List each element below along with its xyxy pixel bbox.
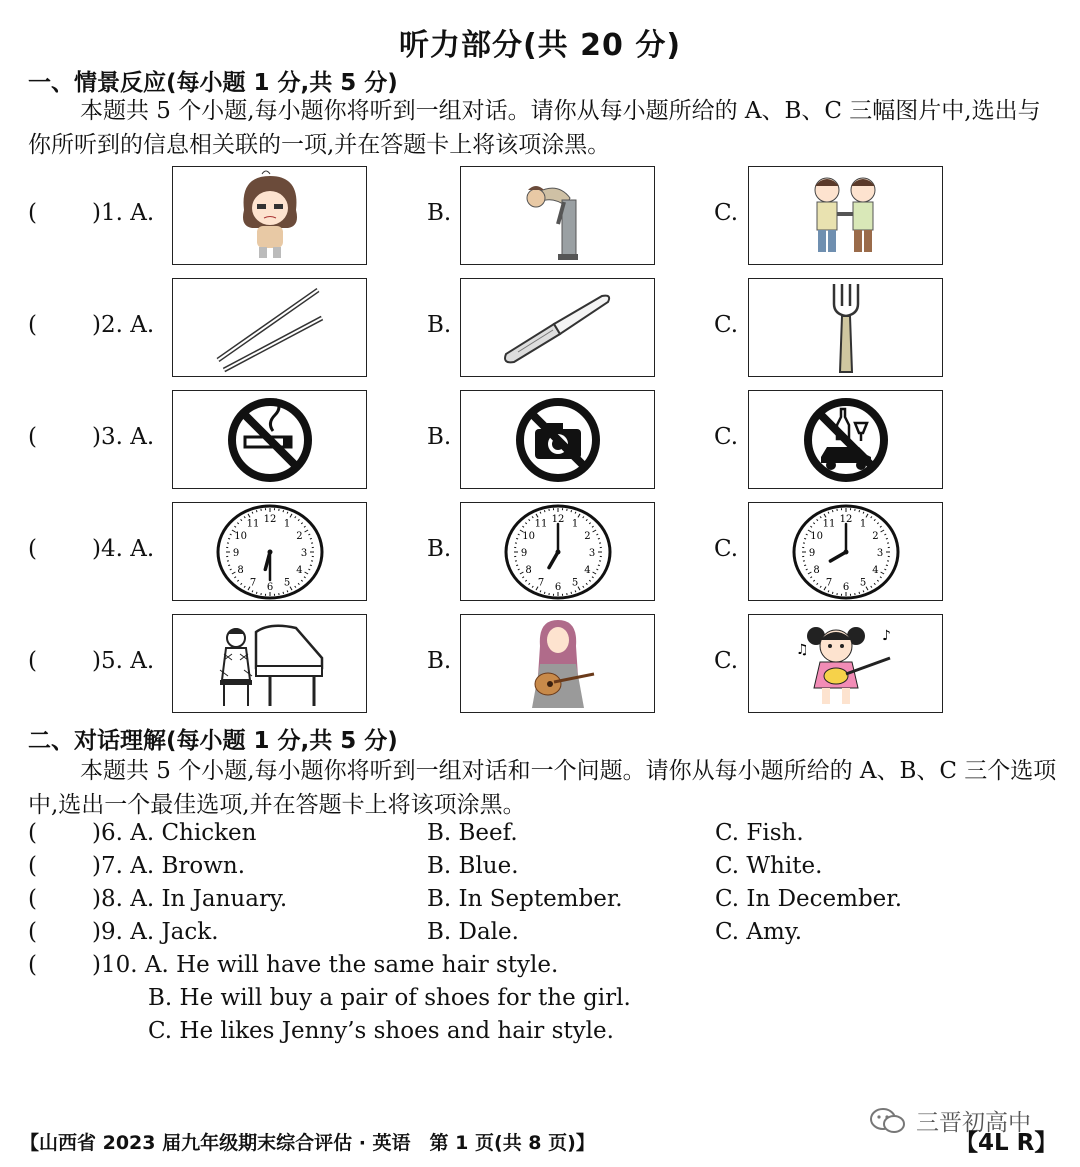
svg-text:2: 2 [295,530,303,542]
svg-text:5: 5 [571,576,578,588]
q1-option-b: B. [427,200,452,226]
q3-picture-b[interactable] [460,390,655,489]
q4-picture-a[interactable] [172,502,367,601]
q7-option-b: B. Blue. [427,853,519,879]
q1-picture-b[interactable] [460,166,655,265]
chopsticks-icon [210,282,330,374]
q6-option-c: C. Fish. [715,820,804,846]
q1-picture-c[interactable] [748,166,943,265]
question-6: ( )6. A. Chicken [28,820,257,846]
prohibition-sign [225,395,315,485]
svg-text:12: 12 [263,513,276,525]
svg-text:8: 8 [524,564,532,576]
q10-option-c: C. He likes Jenny’s shoes and hair style. [148,1018,614,1044]
q3-picture-a[interactable] [172,390,367,489]
question-7: ( )7. A. Brown. [28,853,246,879]
q2-picture-b[interactable] [460,278,655,377]
q5-picture-c[interactable] [748,614,943,713]
clock-face [215,504,325,600]
q2-option-b: B. [427,312,452,338]
q3-option-b: B. [427,424,452,450]
q5-picture-b[interactable] [460,614,655,713]
svg-text:5: 5 [283,576,290,588]
svg-text:9: 9 [808,547,815,559]
svg-text:4: 4 [295,564,303,576]
q9-option-c: C. Amy. [715,919,803,945]
question-4-label: ( )4. A. [28,536,155,562]
handshake-boys-icon [801,170,891,262]
q9-option-b: B. Dale. [427,919,519,945]
svg-text:8: 8 [236,564,244,576]
svg-text:♪: ♪ [881,627,891,644]
svg-text:6: 6 [842,581,849,593]
svg-text:2: 2 [583,530,591,542]
question-1-label: ( )1. A. [28,200,155,226]
question-9: ( )9. A. Jack. [28,919,219,945]
prohibition-sign [801,395,891,485]
svg-text:6: 6 [554,581,561,593]
no-drink-driving-icon [801,395,891,485]
watermark-text: 三晋初高中 [916,1110,1031,1136]
clock-700-icon [503,504,613,600]
question-3-label: ( )3. A. [28,424,155,450]
piano-girl-icon [210,618,330,710]
page-footer: 【山西省 2023 届九年级期末综合评估 · 英语 第 1 页(共 8 页)】 [20,1132,595,1154]
section1-instruction: 本题共 5 个小题,每小题你将听到一组对话。请你从每小题所给的 A、B、C 三幅图片中,选出与你所听到的信息相关联的一项,并在答题卡上将该项涂黑。 [28,98,1041,158]
svg-text:12: 12 [839,513,852,525]
clock-face [503,504,613,600]
svg-text:4: 4 [871,564,879,576]
svg-text:5: 5 [859,576,866,588]
bowing-man-icon [518,170,598,262]
q1-option-c: C. [714,200,739,226]
fork-icon [826,280,866,376]
q8-option-b: B. In September. [427,886,623,912]
question-5-label: ( )5. A. [28,648,155,674]
svg-text:11: 11 [822,518,835,530]
section1-heading: 一、情景反应(每小题 1 分,共 5 分) [28,70,398,96]
electric-guitar-girl-icon [786,618,906,710]
page-code: 【4L R】 [955,1130,1058,1156]
q3-option-c: C. [714,424,739,450]
clock-face [791,504,901,600]
clock-630-icon [215,504,325,600]
svg-text:3: 3 [300,547,307,559]
svg-text:8: 8 [812,564,820,576]
page-title: 听力部分(共 20 分) [398,28,682,63]
q10-option-b: B. He will buy a pair of shoes for the girl. [148,985,631,1011]
svg-text:6: 6 [266,581,273,593]
guitar-girl-icon [518,616,598,712]
q2-picture-a[interactable] [172,278,367,377]
q8-option-c: C. In December. [715,886,903,912]
svg-text:11: 11 [534,518,547,530]
svg-text:1: 1 [283,518,290,530]
svg-text:4: 4 [583,564,591,576]
svg-text:2: 2 [871,530,879,542]
sick-girl-icon [230,170,310,262]
section2-heading: 二、对话理解(每小题 1 分,共 5 分) [28,728,398,754]
question-8: ( )8. A. In January. [28,886,288,912]
wechat-icon [868,1106,908,1136]
q5-picture-a[interactable] [172,614,367,713]
q4-picture-b[interactable] [460,502,655,601]
q1-picture-a[interactable] [172,166,367,265]
svg-text:10: 10 [809,530,823,542]
q5-option-c: C. [714,648,739,674]
svg-text:3: 3 [876,547,883,559]
q7-option-c: C. White. [715,853,823,879]
no-smoking-icon [225,395,315,485]
svg-text:12: 12 [551,513,564,525]
q2-option-c: C. [714,312,739,338]
svg-text:1: 1 [859,518,866,530]
svg-text:11: 11 [246,518,259,530]
question-10: ( )10. A. He will have the same hair style. [28,952,559,978]
knife-icon [498,282,618,374]
q4-option-b: B. [427,536,452,562]
svg-text:10: 10 [233,530,247,542]
svg-text:9: 9 [520,547,527,559]
svg-text:9: 9 [232,547,239,559]
no-camera-icon [513,395,603,485]
svg-text:10: 10 [521,530,535,542]
prohibition-sign [513,395,603,485]
svg-text:7: 7 [249,576,256,588]
clock-800-icon [791,504,901,600]
svg-text:3: 3 [588,547,595,559]
svg-text:♫: ♫ [795,641,809,658]
svg-text:7: 7 [537,576,544,588]
question-2-label: ( )2. A. [28,312,155,338]
q2-picture-c[interactable] [748,278,943,377]
q6-option-b: B. Beef. [427,820,518,846]
svg-text:7: 7 [825,576,832,588]
q4-picture-c[interactable] [748,502,943,601]
q5-option-b: B. [427,648,452,674]
q4-option-c: C. [714,536,739,562]
svg-text:1: 1 [571,518,578,530]
section2-instruction: 本题共 5 个小题,每小题你将听到一组对话和一个问题。请你从每小题所给的 A、B、C 三个选项中,选出一个最佳选项,并在答题卡上将该项涂黑。 [28,758,1057,818]
q3-picture-c[interactable] [748,390,943,489]
